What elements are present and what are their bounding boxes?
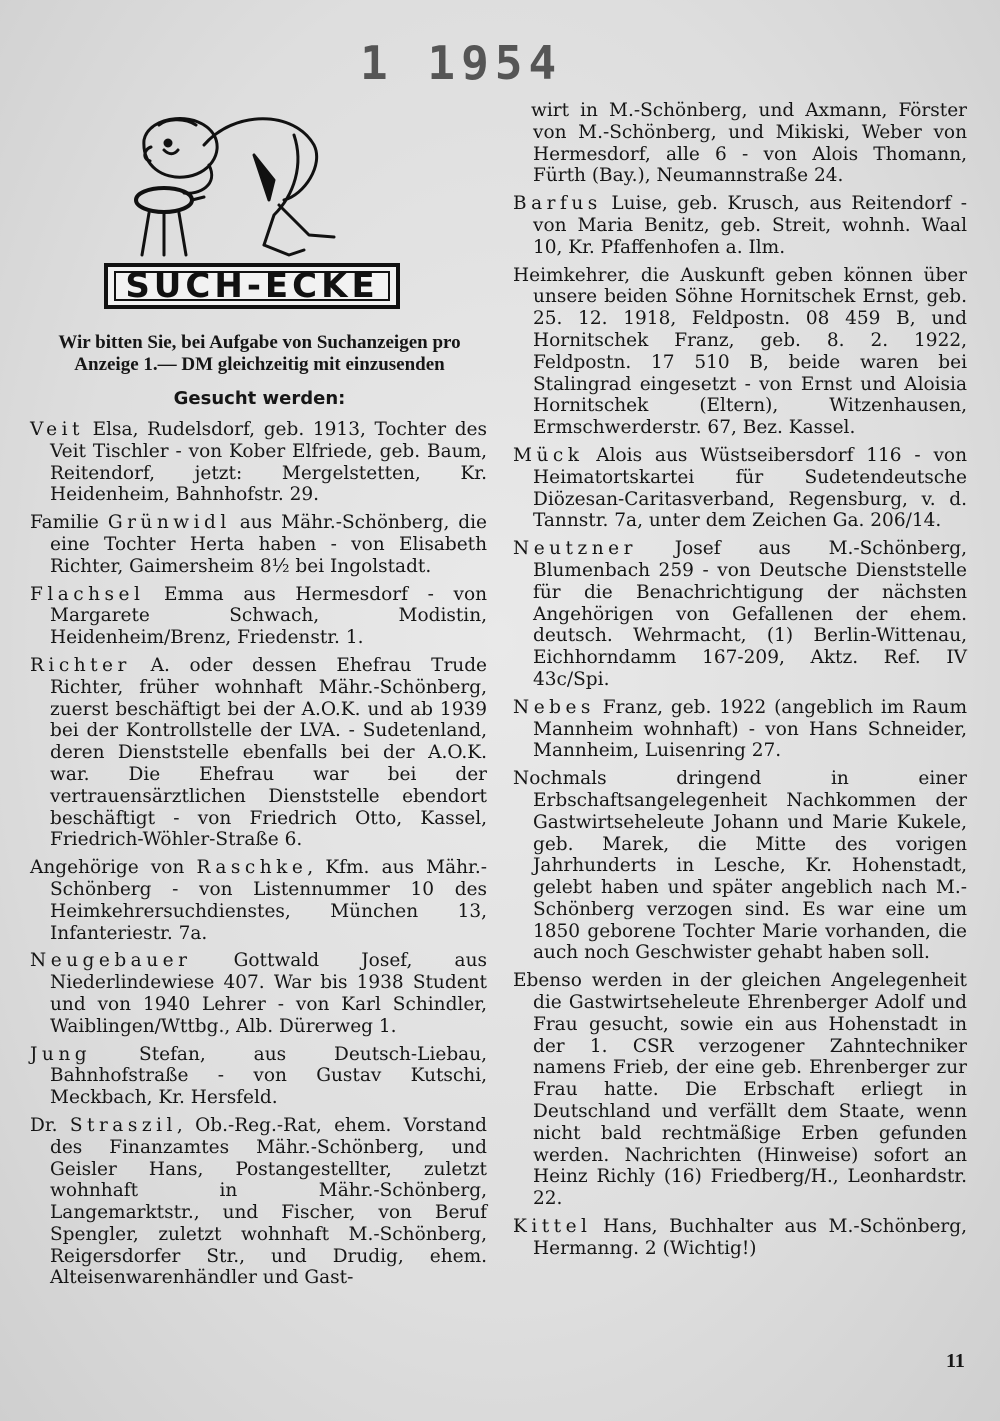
search-entry: Kittel Hans, Buchhalter aus M.-Schönberg, Hermanng. 2 (Wichtig!) [513,1216,967,1259]
search-entry: Ebenso werden in der gleichen Angelegenheit die Gastwirtseheleute Ehrenberger Adolf und Frau gesucht, sowie ein aus Hohenstadt in der 1. CSR verzogener Zahntechniker namens Frieb, der eine geb. Ehrenberger zur Frau hatte. Die Erbschaft erliegt in Deutschland und verfällt dem Staate, wenn nicht bald rechtmäßige Erben gefunden werden. Nachrichten (Hinweise) sofort an Heinz Richly (16) Friedberg/H., Leonhardstr. 22. [513,970,967,1210]
such-ecke-banner [104,263,400,309]
entry-name: Raschke [196,857,308,879]
entry-name: Barfus [513,193,602,215]
right-column [515,100,967,1266]
notice-text: Wir bitten Sie, bei Aufgabe von Suchanzeigen pro Anzeige 1.— DM gleichzeitig mit einzusenden [58,332,461,375]
search-entry: Neugebauer Gottwald Josef, aus Niederlindewiese 407. War bis 1938 Student und von 1940 Lehrer - von Karl Schindler, Waiblingen/Wttbg., Alb. Dürerweg 1. [30,950,487,1037]
entry-name: Mück [513,444,584,466]
left-column [32,105,487,1295]
search-entry: Veit Elsa, Rudelsdorf, geb. 1913, Tochter des Veit Tischler - von Kober Elfriede, geb. Baum, Reitendorf, jetzt: Mergelstetten, Kr. Heidenheim, Bahnhofstr. 29. [30,419,487,506]
entry-name: Neutzner [513,538,637,560]
search-entry-continuation: wirt in M.-Schönberg, und Axmann, Förster von M.-Schönberg, und Mikiski, Weber von Hermesdorf, alle 6 - von Alois Thomann, Fürth (Bay.), Neumannstraße 24. [531,100,967,187]
entry-name: Richter [30,654,131,676]
searching-man-illustration [104,105,404,265]
entry-name: Neugebauer [30,950,192,972]
entry-name: Grünwidl [107,512,231,534]
entry-name: Flachsel [30,583,145,605]
search-entry: Flachsel Emma aus Hermesdorf - von Margarete Schwach, Modistin, Heidenheim/Brenz, Friedenstr. 1. [30,583,487,649]
search-entry: Mück Alois aus Wüstseibersdorf 116 - von Heimatortskartei für Sudetendeutsche Diözesan-Caritasverband, Regensburg, v. d. Tannstr. 7a, unter dem Zeichen Ga. 206/14. [513,444,967,532]
search-entry: Nochmals dringend in einer Erbschaftsangelegenheit Nachkommen der Gastwirtseheleute Johann und Marie Kukele, geb. Marek, die Mitte des vorigen Jahrhunderts in Lesche, Kr. Hohenstadt, gelebt haben und später angeblich nach M.-Schönberg verzogen sind. Es war eine um 1850 geborene Tochter Marie vorhanden, die auch noch Geschwister gehabt haben soll. [513,768,967,964]
such-ecke-logo [104,105,487,310]
section-heading: Gesucht werden: [173,388,346,409]
entry-name: Straszil [69,1114,177,1136]
search-entry: Heimkehrer, die Auskunft geben können über unsere beiden Söhne Hornitschek Ernst, geb. 25. 12. 1918, Feldpostn. 08 459 B, und Hornitschek Franz, geb. 8. 2. 1922, Feldpostn. 17 510 B, beide waren bei Stalingrad eingesetzt - von Ernst und Aloisia Hornitschek (Eltern), Witzenhausen, Ermschwerderstr. 67, Bez. Kassel. [513,264,967,439]
left-entries [32,419,487,1289]
entry-name: Kittel [513,1216,592,1238]
issue-number: 1 1954 [360,36,563,90]
search-entry: Neutzner Josef aus M.-Schönberg, Blumenbach 259 - von Deutsche Dienststelle für die Benachrichtigung der nächsten Angehörigen von Gefallenen der ehem. deutsch. Wehrmacht, (1) Berlin-Wittenau, Eichhorndamm 167-209, Aktz. Ref. IV 43c/Spi. [513,538,967,690]
search-entry: Barfus Luise, geb. Krusch, aus Reitendorf - von Maria Benitz, geb. Streit, wohnh. Waal 10, Kr. Pfaffenhofen a. Ilm. [513,193,967,258]
entry-name: Jung [30,1043,92,1065]
entry-name: Nebes [513,696,595,718]
search-entry: Richter A. oder dessen Ehefrau Trude Richter, früher wohnhaft Mähr.-Schönberg, zuerst beschäftigt bei der A.O.K. und ab 1939 bei der Kontrollstelle der LVA. - Sudetenland, deren Dienststelle ebenfalls bei der A.O.K. war. Die Ehefrau war bei der vertrauensärztlichen Dienststelle ebendort beschäftigt - von Friedrich Otto, Kassel, Friedrich-Wöhler-Straße 6. [30,654,487,851]
entry-name: Veit [30,419,84,440]
search-entry: Nebes Franz, geb. 1922 (angeblich im Raum Mannheim wohnhaft) - von Hans Schneider, Mannheim, Luisenring 27. [513,696,967,762]
page-number: 11 [946,1350,965,1372]
search-entry: Jung Stefan, aus Deutsch-Liebau, Bahnhofstraße - von Gustav Kutschi, Meckbach, Kr. Hersfeld. [30,1043,487,1109]
search-entry: Familie Grünwidl aus Mähr.-Schönberg, die eine Tochter Herta haben - von Elisabeth Richter, Gaimersheim 8½ bei Ingolstadt. [30,512,487,577]
search-entry: Angehörige von Raschke, Kfm. aus Mähr.-Schönberg - von Listennummer 10 des Heimkehrersuchdienstes, München 13, Infanteriestr. 7a. [30,857,487,944]
search-entry: Dr. Straszil, Ob.-Reg.-Rat, ehem. Vorstand des Finanzamtes Mähr.-Schönberg, und Geisler Hans, Postangestellter, zuletzt wohnhaft in Mähr.-Schönberg, Langemarktstr., und Fischer, von Beruf Spengler, zuletzt wohnhaft M.-Schönberg, Reigersdorfer Str., und Drudig, ehem. Alteisenwarenhändler und Gast- [30,1114,488,1289]
such-ecke-title: SUCH-ECKE [125,266,379,306]
